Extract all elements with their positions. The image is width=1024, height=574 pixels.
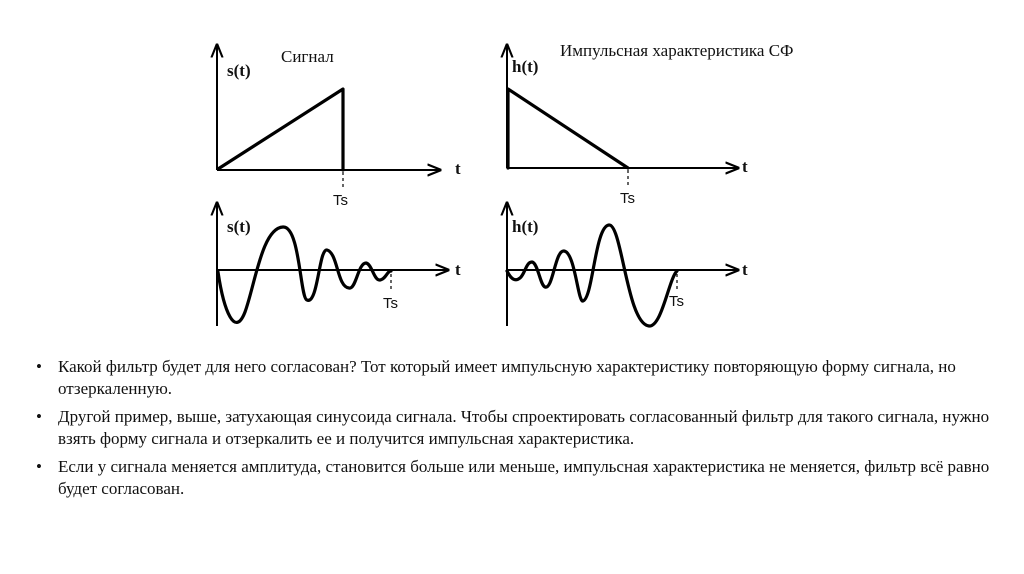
ramp-impulse-curve xyxy=(508,89,628,168)
x-axis-label: t xyxy=(455,260,461,279)
panel-title: Сигнал xyxy=(281,47,334,66)
y-axis-label: h(t) xyxy=(512,57,539,76)
y-axis-label: s(t) xyxy=(227,217,251,236)
panel-signal-ramp xyxy=(217,45,461,209)
ts-marker-label: Ts xyxy=(333,192,348,209)
ts-marker-label: Ts xyxy=(669,293,684,310)
panel-impulse-response-ramp xyxy=(507,41,794,207)
bullet-list xyxy=(36,356,996,506)
bullet-item: • Другой пример, выше, затухающая синусоида сигнала. Чтобы спроектировать согласованный фильтр для такого сигнала, нужно взять форму сигнала и отзеркалить ее и получится импульсная характеристика. xyxy=(36,406,996,450)
bullet-item: • Какой фильтр будет для него согласован? Тот который имеет импульсную характеристику повторяющую форму сигнала, но отзеркаленную. xyxy=(36,356,996,400)
bullet-item: • Если у сигнала меняется амплитуда, становится больше или меньше, импульсная характеристика не меняется, фильтр всё равно будет согласован. xyxy=(36,456,996,500)
panel-impulse-response-damped xyxy=(507,203,748,326)
x-axis-label: t xyxy=(742,260,748,279)
y-axis-label: h(t) xyxy=(512,217,539,236)
panel-signal-damped xyxy=(217,203,461,326)
panel-title: Импульсная характеристика СФ xyxy=(560,41,794,60)
y-axis-label: s(t) xyxy=(227,61,251,80)
x-axis-label: t xyxy=(455,159,461,178)
x-axis-label: t xyxy=(742,157,748,176)
ts-marker-label: Ts xyxy=(383,295,398,312)
ts-marker-label: Ts xyxy=(620,190,635,207)
damped-impulse-curve xyxy=(507,225,677,326)
ramp-signal-curve xyxy=(218,89,343,170)
damped-signal-curve xyxy=(218,227,391,322)
